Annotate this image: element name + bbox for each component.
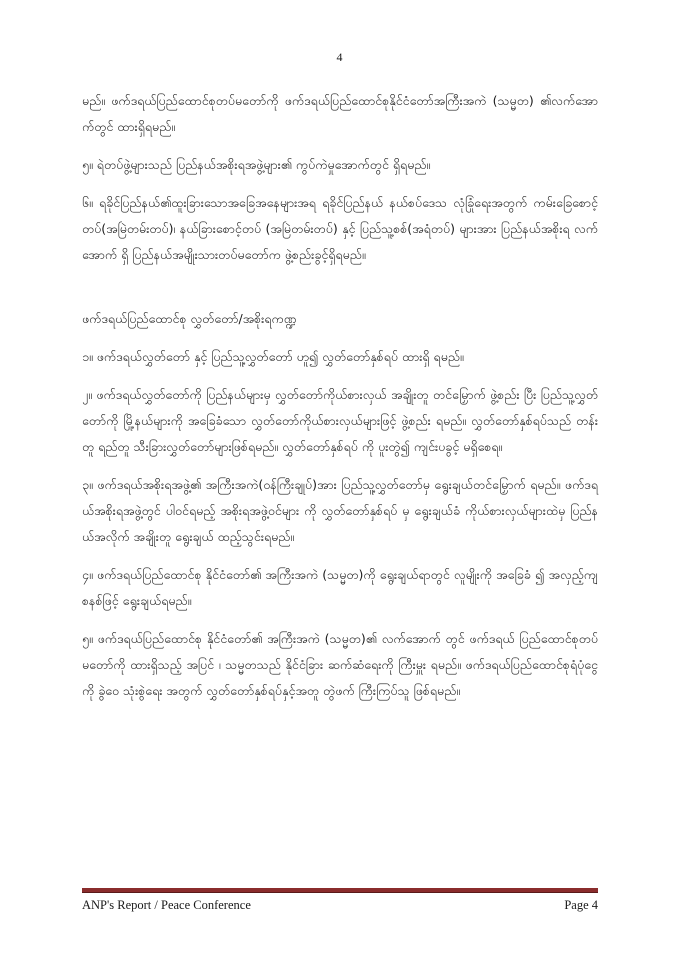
footer-title: ANP's Report / Peace Conference	[82, 898, 251, 912]
paragraph-item-5: ၅။ ဖက်ဒရယ်ပြည်ထောင်စု နိုင်ငံတော်၏ အကြီးအကဲ (သမ္မတ)၏ လက်အောက် တွင် ဖက်ဒရယ် ပြည်ထောင်စုတပ်မတော်ကို ထားရှိသည့် အပြင် ၊ သမ္မတသည် နိုင်ငံခြား ဆက်ဆံရေးကို ကြီးမှူး ရမည်။ ဖက်ဒရယ်ပြည်ထောင်စုရံပုံငွေကို ခွဲဝေ သုံးစွဲရေး အတွက် လွှတ်တော်နှစ်ရပ်နှင့်အတူ တွဲဖက် ကြီးကြပ်သူ ဖြစ်ရမည်။	[82, 631, 598, 698]
paragraph-item-4: ၄။ ဖက်ဒရယ်ပြည်ထောင်စု နိုင်ငံတော်၏ အကြီးအကဲ (သမ္မတ)ကို ရွေးချယ်ရာတွင် လူမျိုးကို အခြေခံ ၍ အလှည့်ကျစနစ်ဖြင့် ရွေးချယ်ရမည်။	[82, 567, 598, 608]
paragraph-item-1: ၁။ ဖက်ဒရယ်လွှတ်တော် နှင့် ပြည်သူ့လွှတ်တော် ဟူ၍ လွှတ်တော်နှစ်ရပ် ထားရှိ ရမည်။	[82, 349, 464, 364]
paragraph-item-3: ၃။ ဖက်ဒရယ်အစိုးရအဖွဲ့၏ အကြီးအကဲ(ဝန်ကြီးချုပ်)အား ပြည်သူ့လွှတ်တော်မှ ရွေးချယ်တင်မြှောက် ရမည်။ ဖက်ဒရယ်အစိုးရအဖွဲ့တွင် ပါဝင်ရမည့် အစိုးရအဖွဲ့ဝင်များ ကို လွှတ်တော်နှစ်ရပ် မှ ရွေးချယ်ခံ ကိုယ်စားလှယ်များထဲမှ ပြည်နယ်အလိုက် အချိုးတူ ရွေးချယ် ထည့်သွင်းရမည်။	[82, 477, 598, 544]
paragraph-continuation: မည်။ ဖက်ဒရယ်ပြည်ထောင်စုတပ်မတော်ကို ဖက်ဒရယ်ပြည်ထောင်စုနိုင်ငံတော်အကြီးအကဲ (သမ္မတ) ၏လက်အောက်တွင် ထားရှိရမည်။	[82, 93, 598, 134]
paragraph-item-5-police: ၅။ ရဲတပ်ဖွဲ့များသည် ပြည်နယ်အစိုးရအဖွဲ့များ၏ ကွပ်ကဲမှုအောက်တွင် ရှိရမည်။	[82, 157, 431, 172]
paragraph-item-6-rakhine: ၆။ ရခိုင်ပြည်နယ်၏ထူးခြားသောအခြေအနေများအရ ရခိုင်ပြည်နယ် နယ်စပ်ဒေသ လုံခြုံရေးအတွက် ကမ်းခြေစောင့်တပ်(အမြဲတမ်းတပ်)၊ နယ်ခြားစောင့်တပ် (အမြဲတမ်းတပ်) နှင့် ပြည်သူ့စစ်(အရံတပ်) များအား ပြည်နယ်အစိုးရ လက်အောက် ရှိ ပြည်နယ်အမျိုးသားတပ်မတော်က ဖွဲ့စည်းခွင့်ရှိရမည်။	[82, 195, 598, 262]
page-number: 4	[336, 50, 343, 64]
section-heading: ဖက်ဒရယ်ပြည်ထောင်စု လွှတ်တော်/အစိုးရကဏ္ဍ	[82, 311, 297, 326]
footer-divider	[82, 888, 598, 893]
footer-page-label: Page 4	[564, 898, 598, 912]
document-body	[82, 88, 598, 716]
paragraph-item-2: ၂။ ဖက်ဒရယ်လွှတ်တော်ကို ပြည်နယ်များမှ လွှတ်တော်ကိုယ်စားလှယ် အချိုးတူ တင်မြှောက် ဖွဲ့စည်း ပြီး ပြည်သူ့လွှတ်တော်ကို မြို့နယ်များကို အခြေခံသော လွှတ်တော်ကိုယ်စားလှယ်များဖြင့် ဖွဲ့စည်း ရမည်။ လွှတ်တော်နှစ်ရပ်သည် တန်းတူ ရည်တူ သီးခြားလွှတ်တော်များဖြစ်ရမည်။ လွှတ်တော်နှစ်ရပ် ကို ပူးတွဲ၍ ကျင်းပခွင့် မရှိစေရ။	[82, 387, 598, 454]
